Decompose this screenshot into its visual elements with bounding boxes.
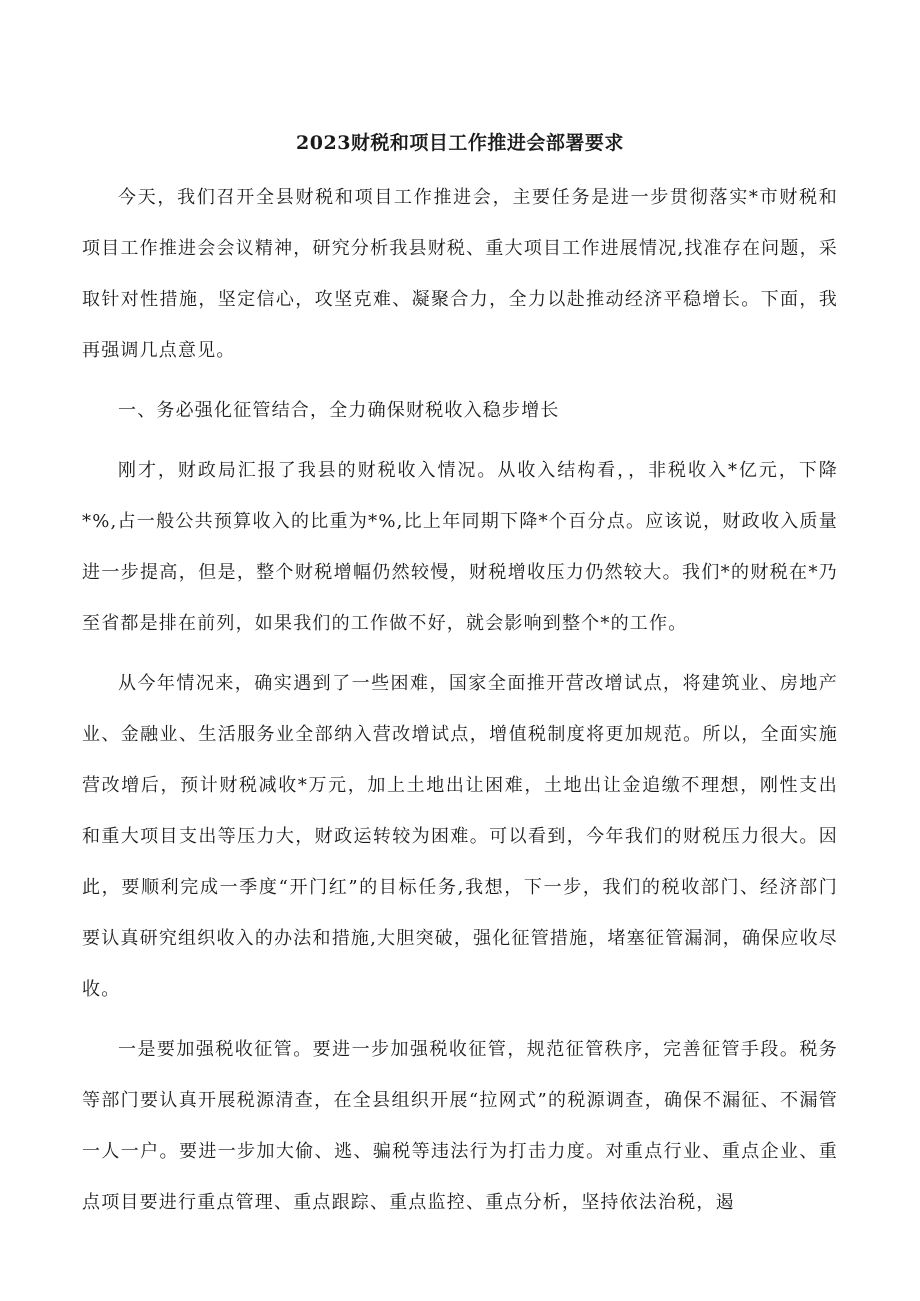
paragraph-intro: 今天，我们召开全县财税和项目工作推进会，主要任务是进一步贯彻落实*市财税和项目工作推进会会议精神，研究分析我县财税、重大项目工作进展情况,找准存在问题，采取针对性措施，坚定信心，攻坚克难、凝聚合力，全力以赴推动经济平稳增长。下面，我再强调几点意见。 — [82, 187, 838, 361]
section-heading-1: 一、务必强化征管结合，全力确保财税收入稳步增长 — [118, 400, 560, 421]
paragraph-difficulties: 从今年情况来，确实遇到了一些困难，国家全面推开营改增试点，将建筑业、房地产业、金融业、生活服务业全部纳入营改增试点，增值税制度将更加规范。所以，全面实施营改增后，预计财税减收*万元，加上土地出让困难，土地出让金追缴不理想，刚性支出和重大项目支出等压力大，财政运转较为困难。可以看到，今年我们的财税压力很大。因此，要顺利完成一季度“开门红”的目标任务,我想，下一步，我们的税收部门、经济部门要认真研究组织收入的办法和措施,大胆突破，强化征管措施，堵塞征管漏洞，确保应收尽收。 — [82, 673, 838, 1000]
document-body — [82, 172, 838, 1228]
paragraph-tax-collection: 一是要加强税收征管。要进一步加强税收征管，规范征管秩序，完善征管手段。税务等部门要认真开展税源清查，在全县组织开展“拉网式”的税源调查，确保不漏征、不漏管一人一户。要进一步加大偷、逃、骗税等违法行为打击力度。对重点行业、重点企业、重点项目要进行重点管理、重点跟踪、重点监控、重点分析，坚持依法治税，遏 — [82, 1039, 838, 1213]
paragraph-revenue-structure: 刚才，财政局汇报了我县的财税收入情况。从收入结构看，，非税收入*亿元，下降*%,占一般公共预算收入的比重为*%,比上年同期下降*个百分点。应该说，财政收入质量进一步提高，但是，整个财税增幅仍然较慢，财税增收压力仍然较大。我们*的财税在*乃至省都是排在前列，如果我们的工作做不好，就会影响到整个*的工作。 — [82, 460, 838, 634]
document-title: 2023财税和项目工作推进会部署要求 — [296, 132, 624, 154]
